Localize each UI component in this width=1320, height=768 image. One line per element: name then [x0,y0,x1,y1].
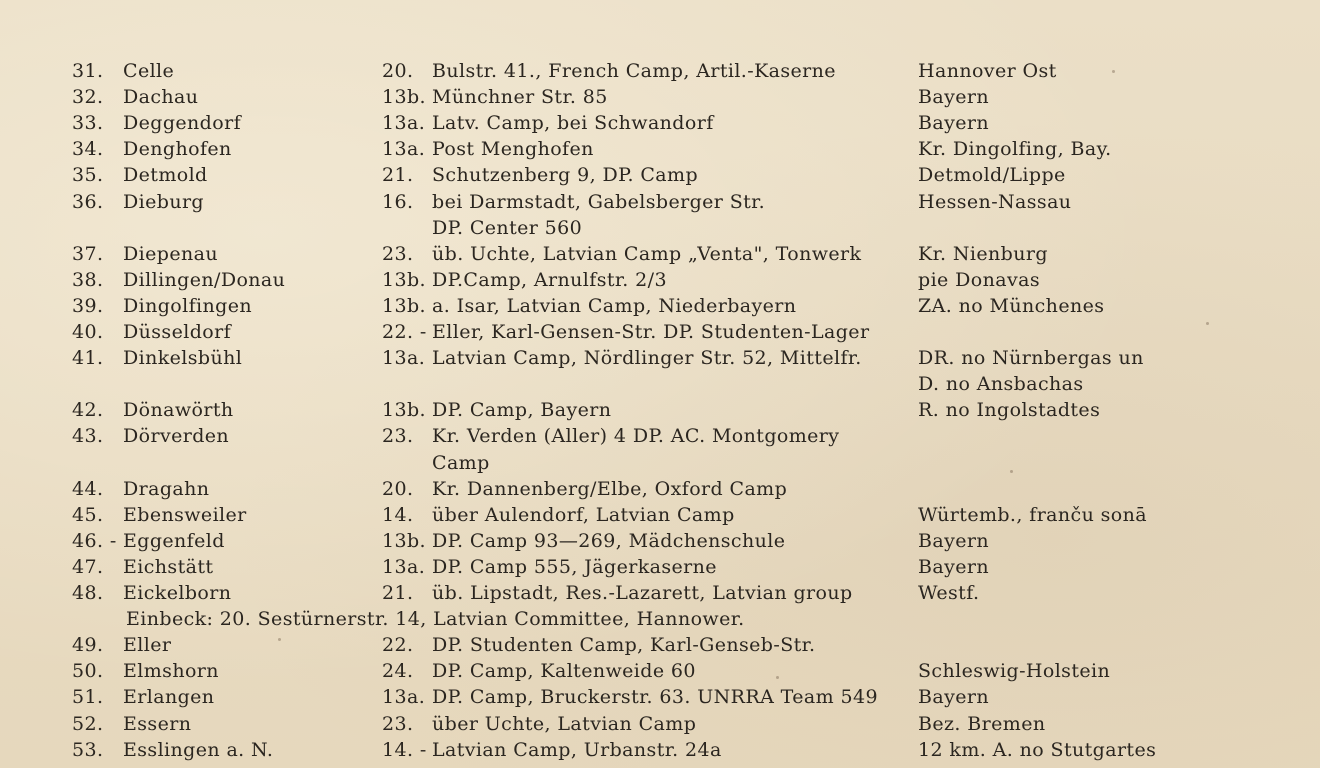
zone-code: 13a. [382,347,426,370]
place-name: Düsseldorf [123,321,232,343]
list-row [0,658,1320,684]
entry-number: 37. [72,242,104,265]
place-name: Deggendorf [123,112,241,135]
list-row [0,267,1320,293]
address-text: Camp [432,451,490,474]
place-name: Erlangen [123,686,215,709]
list-row [0,632,1320,658]
note-text: Einbeck: 20. Sestürnerstr. 14, Latvian Committee, Hannower. [126,608,745,631]
entry-number: 48. [72,582,104,604]
address-text: Latv. Camp, bei Schwandorf [432,112,714,135]
zone-code: 14. - [382,738,427,761]
list-row [0,110,1320,136]
entry-number: 43. [72,425,104,448]
zone-code: 13b. [382,86,426,109]
region-text: Westf. [918,582,980,604]
zone-code: 24. [382,660,414,683]
zone-code: 13b. [382,268,426,291]
entry-number: 31. [72,60,104,82]
zone-code: 20. [382,60,414,82]
list-row [0,319,1320,345]
zone-code: 13a. [382,555,426,578]
place-name: Dönawörth [123,399,234,422]
address-text: Kr. Dannenberg/Elbe, Oxford Camp [432,477,788,500]
region-text: Kr. Dingolfing, Bay. [918,138,1112,161]
place-name: Dingolfingen [123,294,253,317]
address-text: Bulstr. 41., French Camp, Artil.-Kaserne [432,60,836,82]
zone-code: 23. [382,712,414,735]
list-row [0,397,1320,423]
region-text: Schleswig-Holstein [918,660,1111,683]
entry-number: 45. [72,503,104,526]
place-name: Eller [123,634,172,657]
list-row [0,215,1320,241]
zone-code: 23. [382,425,414,448]
entry-number: 35. [72,164,104,187]
entry-number: 49. [72,634,104,657]
region-text: D. no Ansbachas [918,373,1084,396]
zone-code: 20. [382,477,414,500]
paper-speck [1010,470,1013,473]
list-row [0,684,1320,710]
list-row [0,554,1320,580]
address-text: üb. Uchte, Latvian Camp „Venta", Tonwerk [432,242,862,265]
list-row [0,450,1320,476]
zone-code: 13a. [382,686,426,709]
region-text: Detmold/Lippe [918,164,1066,187]
address-text: Schutzenberg 9, DP. Camp [432,164,699,187]
list-row [0,423,1320,449]
address-text: Latvian Camp, Nördlinger Str. 52, Mittelfr. [432,347,862,370]
address-text: a. Isar, Latvian Camp, Niederbayern [432,294,797,317]
address-text: über Uchte, Latvian Camp [432,712,697,735]
list-row [0,371,1320,397]
place-name: Dörverden [123,425,230,448]
place-name: Diepenau [123,242,218,265]
place-name: Ebensweiler [123,503,247,526]
list-row [0,136,1320,162]
region-text: R. no Ingolstadtes [918,399,1101,422]
region-text: Bayern [918,112,989,135]
entry-number: 53. [72,738,104,761]
entry-number: 46. - [72,529,117,552]
place-name: Dieburg [123,190,204,213]
zone-code: 13b. [382,529,426,552]
place-name: Eickelborn [123,582,232,604]
address-text: Kr. Verden (Aller) 4 DP. AC. Montgomery [432,425,840,448]
region-text: Hannover Ost [918,60,1057,82]
address-text: bei Darmstadt, Gabelsberger Str. [432,190,766,213]
address-text: Münchner Str. 85 [432,86,608,109]
region-text: Bayern [918,529,989,552]
place-name: Dachau [123,86,199,109]
paper-speck [776,676,779,679]
entry-number: 39. [72,294,104,317]
address-text: DP. Camp, Bayern [432,399,612,422]
zone-code: 21. [382,582,414,604]
entry-number: 44. [72,477,104,500]
region-text: Kr. Nienburg [918,242,1048,265]
list-row [0,345,1320,371]
place-name: Dinkelsbühl [123,347,243,370]
entry-number: 32. [72,86,104,109]
region-text: Bayern [918,686,989,709]
place-name: Elmshorn [123,660,219,683]
entry-number: 36. [72,190,104,213]
place-name: Esslingen a. N. [123,738,274,761]
region-text: Hessen-Nassau [918,190,1072,213]
address-text: Latvian Camp, Urbanstr. 24a [432,738,722,761]
entry-number: 38. [72,268,104,291]
place-name: Dragahn [123,477,210,500]
zone-code: 22. - [382,321,427,343]
list-row [0,162,1320,188]
place-name: Eichstätt [123,555,214,578]
list-row [0,476,1320,502]
entry-number: 42. [72,399,104,422]
place-name: Celle [123,60,175,82]
address-text: üb. Lipstadt, Res.-Lazarett, Latvian group [432,582,853,604]
entry-number: 34. [72,138,104,161]
entry-number: 52. [72,712,104,735]
address-text: DP. Center 560 [432,216,583,239]
place-name: Denghofen [123,138,232,161]
place-name: Eggenfeld [123,529,225,552]
zone-code: 16. [382,190,414,213]
entry-number: 41. [72,347,104,370]
place-name: Dillingen/Donau [123,268,286,291]
address-text: DP. Studenten Camp, Karl-Genseb-Str. [432,634,816,657]
paper-speck [1206,322,1209,325]
list-row [0,737,1320,763]
entry-number: 33. [72,112,104,135]
region-text: Würtemb., franču sonā [918,503,1148,526]
list-row [0,502,1320,528]
address-text: DP. Camp 555, Jägerkaserne [432,555,717,578]
zone-code: 14. [382,503,414,526]
entry-number: 40. [72,321,104,343]
place-name: Essern [123,712,192,735]
entry-number: 47. [72,555,104,578]
list-row [0,580,1320,606]
list-row [0,189,1320,215]
address-text: über Aulendorf, Latvian Camp [432,503,735,526]
region-text: 12 km. A. no Stutgartes [918,738,1157,761]
list-row [0,241,1320,267]
place-name: Detmold [123,164,208,187]
address-text: Eller, Karl-Gensen-Str. DP. Studenten-Lager [432,321,870,343]
region-text: Bez. Bremen [918,712,1046,735]
paper-speck [278,638,281,641]
address-text: Post Menghofen [432,138,594,161]
list-row [0,84,1320,110]
region-text: Bayern [918,555,989,578]
region-text: DR. no Nürnbergas un [918,347,1144,370]
address-text: DP. Camp, Kaltenweide 60 [432,660,696,683]
entry-number: 50. [72,660,104,683]
zone-code: 13b. [382,399,426,422]
zone-code: 22. [382,634,414,657]
list-row [0,528,1320,554]
address-text: DP. Camp, Bruckerstr. 63. UNRRA Team 549 [432,686,878,709]
zone-code: 23. [382,242,414,265]
zone-code: 13b. [382,294,426,317]
list-row [0,293,1320,319]
list-row [0,711,1320,737]
address-text: DP.Camp, Arnulfstr. 2/3 [432,268,667,291]
address-text: DP. Camp 93—269, Mädchenschule [432,529,786,552]
zone-code: 13a. [382,138,426,161]
region-text: ZA. no Münchenes [918,294,1105,317]
list-row [0,58,1320,84]
list-row [0,606,1320,632]
entry-number: 51. [72,686,104,709]
zone-code: 21. [382,164,414,187]
region-text: Bayern [918,86,989,109]
paper-speck [1112,70,1115,73]
region-text: pie Donavas [918,268,1040,291]
zone-code: 13a. [382,112,426,135]
